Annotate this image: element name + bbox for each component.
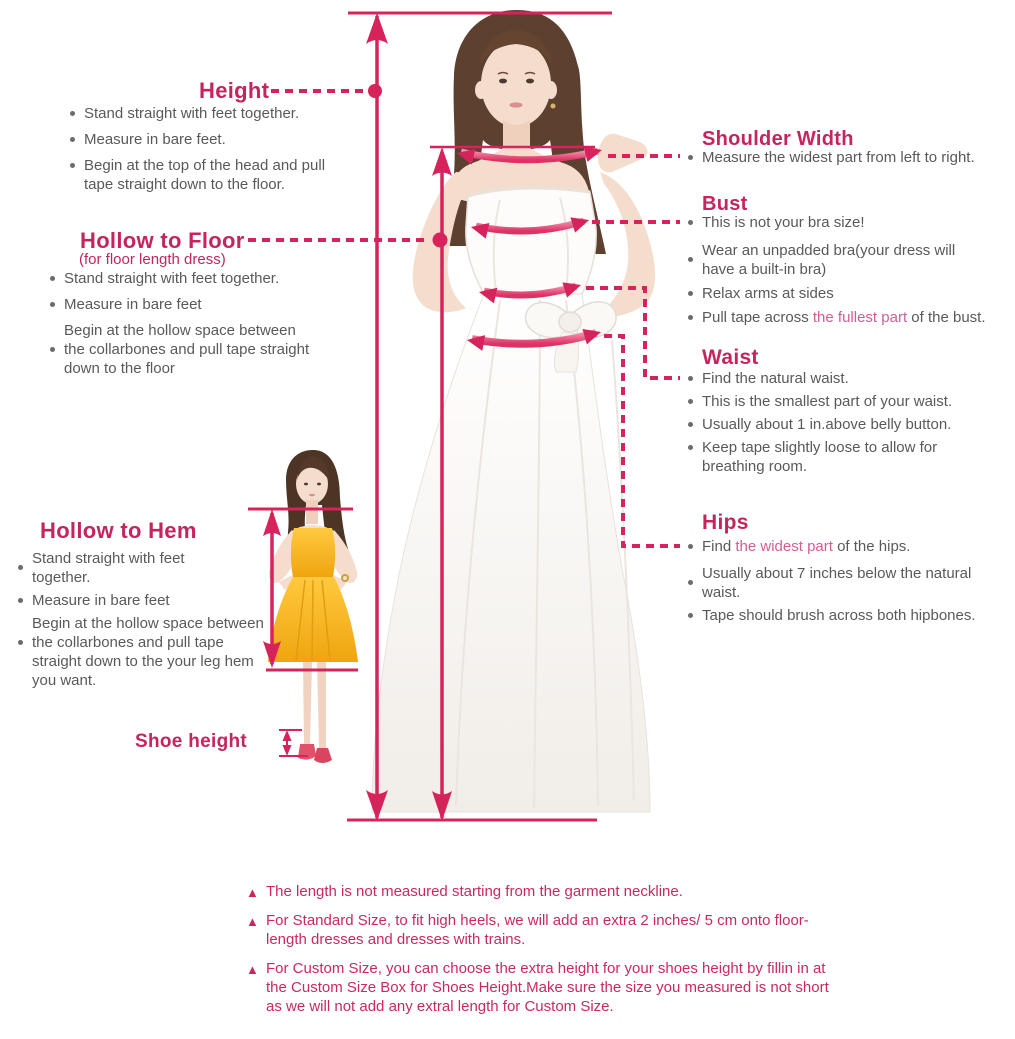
list-item: Find the natural waist.	[686, 369, 1011, 388]
hollow-to-hem-list	[16, 549, 276, 694]
hollow-arrow-up-icon	[432, 147, 452, 176]
size-notes	[246, 882, 846, 1026]
triangle-bullet-icon: ▲	[246, 962, 259, 977]
note-item: ▲ For Standard Size, to fit high heels, we will add an extra 2 inches/ 5 cm onto floor-length dresses and dresses with trains.	[246, 912, 809, 948]
height-arrow-up-icon	[366, 13, 388, 44]
hips-connector-dashed	[604, 336, 680, 546]
bullet-icon	[688, 580, 693, 585]
bullet-icon	[688, 376, 693, 381]
shoe-height-label: Shoe height	[135, 731, 248, 752]
list-item: Begin at the top of the head and pull tape straight down to the floor.	[68, 156, 338, 194]
bullet-icon	[688, 220, 693, 225]
hollow-to-hem-title: Hollow to Hem	[40, 518, 197, 543]
bullet-icon	[18, 598, 23, 603]
bullet-icon	[688, 257, 693, 262]
list-item: Usually about 1 in.above belly button.	[686, 415, 1011, 434]
bullet-icon	[688, 315, 693, 320]
bullet-icon	[70, 111, 75, 116]
height-list	[68, 104, 338, 201]
list-item: Wear an unpadded bra(your dress will have a built-in bra)	[686, 241, 990, 279]
bullet-icon	[688, 544, 693, 549]
list-item: Stand straight with feet together.	[16, 549, 227, 587]
triangle-bullet-icon: ▲	[246, 914, 259, 929]
height-connector-dot	[368, 84, 382, 98]
list-item: Measure the widest part from left to right.	[686, 148, 1011, 167]
list-item: This is the smallest part of your waist.	[686, 392, 1011, 411]
bullet-icon	[50, 302, 55, 307]
shoulder-width-list	[686, 148, 1011, 174]
shoe-arrow-down-icon	[283, 745, 292, 756]
highlighted-text: the widest part	[735, 538, 833, 555]
bullet-icon	[18, 565, 23, 570]
note-item: ▲ For Custom Size, you can choose the extra height for your shoes height by fillin in at the Custom Size Box for Shoes Height.Make sure the size you measured is not short as we will not add any extral length for Custom Size.	[246, 960, 829, 1015]
small-model-photo	[268, 450, 358, 763]
list-item: Keep tape slightly loose to allow for breathing room.	[686, 438, 980, 476]
note-item: ▲ The length is not measured starting from the garment neckline.	[246, 883, 683, 900]
bullet-icon	[70, 163, 75, 168]
bullet-icon	[18, 640, 23, 645]
list-item: Relax arms at sides	[686, 284, 1011, 303]
hollow-connector-dot	[433, 233, 448, 248]
list-item: Measure in bare feet.	[68, 130, 338, 149]
bullet-icon	[688, 613, 693, 618]
list-item: Begin at the hollow space between the collarbones and pull tape straight down to the your leg hem you want.	[16, 614, 276, 690]
bullet-icon	[50, 347, 55, 352]
bust-title: Bust	[702, 193, 748, 215]
bullet-icon	[688, 445, 693, 450]
bullet-icon	[688, 291, 693, 296]
waist-list	[686, 369, 1011, 480]
height-title: Height	[199, 78, 270, 103]
list-item: Pull tape across the fullest part of the bust.	[686, 308, 1011, 327]
shoulder-width-title: Shoulder Width	[702, 128, 854, 150]
bullet-icon	[70, 137, 75, 142]
hem-arrow-up-icon	[263, 509, 281, 536]
bullet-icon	[688, 155, 693, 160]
list-item: Usually about 7 inches below the natural waist.	[686, 564, 1004, 602]
main-model-photo	[372, 10, 655, 812]
bullet-icon	[688, 422, 693, 427]
triangle-bullet-icon: ▲	[246, 885, 259, 900]
hollow-to-floor-title: Hollow to Floor	[80, 228, 245, 253]
list-item: This is not your bra size!	[686, 213, 1011, 232]
list-item: Measure in bare feet	[48, 295, 328, 314]
hollow-to-floor-list	[48, 269, 328, 385]
list-item: Tape should brush across both hipbones.	[686, 606, 1015, 625]
list-item: Stand straight with feet together.	[68, 104, 338, 123]
list-item: Stand straight with feet together.	[48, 269, 328, 288]
list-item: Begin at the hollow space between the collarbones and pull tape straight down to the floor	[48, 321, 316, 378]
bullet-icon	[50, 276, 55, 281]
list-item: Measure in bare feet	[16, 591, 276, 610]
highlighted-text: the fullest part	[812, 309, 908, 326]
hips-title: Hips	[702, 511, 749, 534]
hips-list	[686, 537, 1015, 629]
waist-title: Waist	[702, 346, 759, 369]
hollow-to-floor-subtitle: (for floor length dress)	[79, 251, 226, 268]
bullet-icon	[688, 399, 693, 404]
list-item: Find the widest part of the hips.	[686, 537, 1015, 556]
shoe-arrow-up-icon	[283, 730, 292, 741]
bust-list	[686, 213, 1011, 334]
